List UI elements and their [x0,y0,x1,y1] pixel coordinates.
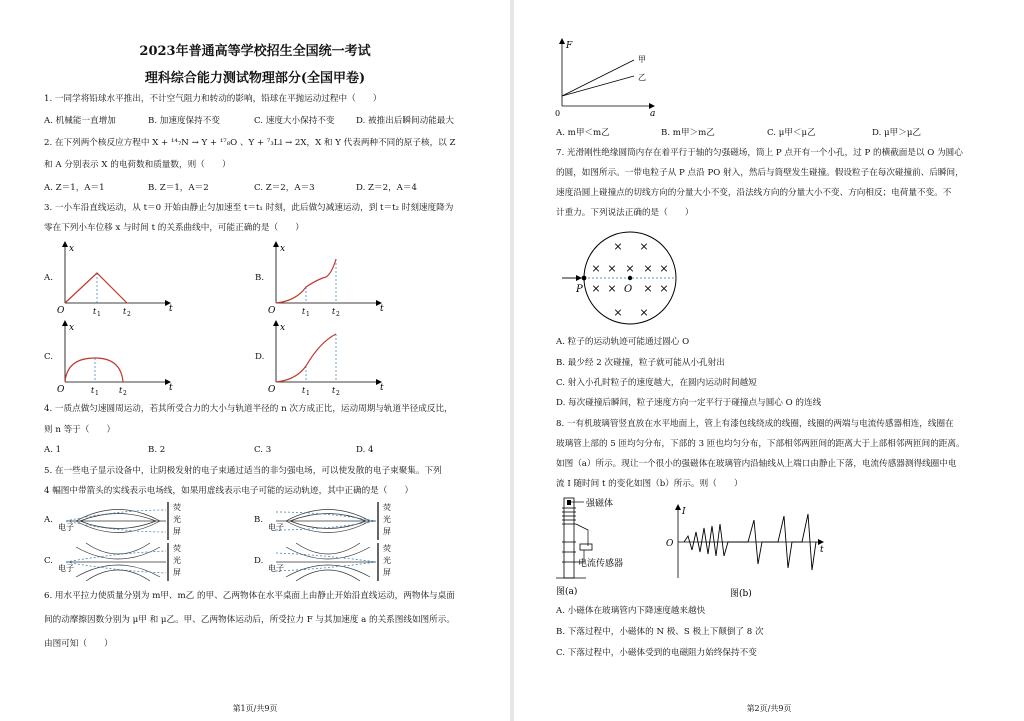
q5-stem-line1: 5. 在一些电子显示设备中，让阴极发射的电子束通过适当的非匀强电场，可以使发散的电子束聚集。下列 [44,466,442,476]
q1-option-d: D. 被推出后瞬间动能最大 [356,116,454,126]
exam-subtitle: 理科综合能力测试物理部分(全国甲卷) [144,71,366,86]
q7-option-c: C. 射入小孔时粒子的速度越大，在圆内运动时间越短 [556,378,757,388]
q3-option-c: C. [44,352,54,362]
svg-text:电子: 电子 [58,523,74,532]
svg-text:t: t [93,307,97,316]
q3-stem-line2: 零在下列小车位移 x 与时间 t 的关系曲线中，可能正确的是（ ） [44,223,304,233]
svg-text:×: × [613,306,623,319]
q7-option-a: A. 粒子的运动轨迹可能通过圆心 O [556,337,690,347]
q2-option-d: D. Z＝2，A＝4 [356,183,417,193]
svg-text:t: t [169,304,173,314]
q3-option-b: B. [255,273,265,283]
q7-option-b: B. 最少经 2 次碰撞，粒子就可能从小孔射出 [556,358,725,368]
q7-stem-line2: 的圆，如图所示。一带电粒子从 P 点沿 PO 射入，然后与筒壁发生碰撞。假设粒子在每次碰撞前、后瞬间， [556,168,964,178]
q8-option-a: A. 小磁体在玻璃管内下降速度越来越快 [556,606,706,616]
q1-option-a: A. 机械能一直增加 [44,116,116,126]
q3-graph-a [55,243,175,318]
q3-graph-d [266,322,386,397]
q2-option-b: B. Z＝1，A＝2 [148,183,209,193]
q6-option-c: C. μ甲＜μ乙 [767,128,816,138]
svg-text:×: × [591,262,601,275]
svg-text:光: 光 [173,556,181,565]
svg-text:t: t [380,304,384,314]
svg-text:t: t [332,386,336,395]
svg-text:电流传感器: 电流传感器 [578,559,624,569]
q7-stem-line4: 计重力。下列说法正确的是（ ） [556,208,694,218]
svg-text:强磁体: 强磁体 [586,499,614,509]
q7-stem-line3: 速度沿圆上碰撞点的切线方向的分量大小不变，沿法线方向的分量大小不变、方向相反；电荷量不变。不 [556,188,952,198]
svg-text:P: P [576,284,583,295]
q6-option-b: B. m甲＞m乙 [661,128,715,138]
exam-title: 2023年普通高等学校招生全国统一考试 [139,44,371,59]
q5-option-a: A. [44,515,53,525]
page-1-footer: 第1页/共9页 [232,704,278,713]
q4-stem-line2: 则 n 等于（ ） [44,425,116,435]
q4-option-b: B. 2 [148,445,166,455]
q5-stem-line2: 4 幅图中带箭头的实线表示电场线，如果用虚线表示电子可能的运动轨迹，其中正确的是（ ） [44,486,414,496]
svg-text:1: 1 [306,390,310,397]
q3-graph-b [266,243,386,318]
svg-text:2: 2 [336,311,340,318]
q7-stem-line1: 7. 光滑刚性绝缘圆筒内存在着平行于轴的匀强磁场，筒上 P 点开有一个小孔，过 P 的横截面是以 O 为圆心 [556,148,963,158]
q8-option-c: C. 下落过程中，小磁体受到的电磁阻力始终保持不变 [556,648,757,658]
svg-text:×: × [607,262,617,275]
svg-text:1: 1 [306,311,310,318]
svg-text:×: × [659,262,669,275]
q4-option-a: A. 1 [44,445,62,455]
q2-stem-line2: 和 A 分别表示 X 的电荷数和质量数，则（ ） [44,160,231,170]
svg-text:O: O [666,539,674,549]
q1-stem: 1. 一同学将铅球水平推出，不计空气阻力和转动的影响，铅球在平抛运动过程中（ ） [44,94,382,104]
q6-graph [554,38,664,119]
q5-diagram-b [266,500,401,542]
q4-option-d: D. 4 [356,445,374,455]
svg-text:甲: 甲 [638,55,646,64]
q7-option-d: D. 每次碰撞后瞬间，粒子速度方向一定平行于碰撞点与圆心 O 的连线 [556,398,822,408]
svg-text:a: a [650,109,656,119]
svg-text:O: O [57,385,65,395]
q4-option-c: C. 3 [254,445,272,455]
svg-text:t: t [119,386,123,395]
svg-text:电子: 电子 [268,564,284,573]
svg-text:2: 2 [127,311,131,318]
svg-text:屏: 屏 [383,527,391,536]
svg-text:O: O [624,284,633,295]
svg-text:×: × [643,262,653,275]
svg-text:屏: 屏 [173,527,181,536]
q6-stem-line2: 间的动摩擦因数分别为 μ甲 和 μ乙。甲、乙两物体运动后，所受拉力 F 与其加速度 a 的关系图线如图所示。 [44,615,455,625]
q8-option-b: B. 下落过程中，小磁体的 N 极、S 极上下颠倒了 8 次 [556,627,764,637]
svg-text:x: x [280,244,286,254]
svg-text:x: x [280,323,286,333]
q6-option-a: A. m甲＜m乙 [556,128,610,138]
svg-text:2: 2 [336,390,340,397]
svg-text:t: t [380,383,384,393]
page-2 [514,0,1024,721]
svg-text:t: t [169,383,173,393]
q2-option-c: C. Z＝2，A＝3 [254,183,315,193]
svg-text:t: t [302,386,306,395]
svg-text:t: t [332,307,336,316]
svg-text:t: t [820,545,824,555]
q5-option-c: C. [44,556,54,566]
svg-text:荧: 荧 [173,503,181,512]
svg-text:O: O [57,306,65,316]
svg-text:×: × [591,282,601,295]
svg-text:光: 光 [173,515,181,524]
page-1 [0,0,510,721]
q8-figure-a [554,496,644,600]
q5-diagram-c [56,541,191,583]
q6-stem-line1: 6. 用水平拉力使质量分别为 m甲、m乙 的甲、乙两物体在水平桌面上由静止开始沿直线运动，两物体与桌面 [44,591,455,601]
svg-text:×: × [639,240,649,253]
q5-diagram-d [266,541,401,583]
svg-text:乙: 乙 [638,73,646,82]
svg-text:1: 1 [97,311,101,318]
svg-text:×: × [607,282,617,295]
svg-text:2: 2 [123,390,127,397]
svg-text:屏: 屏 [173,568,181,577]
q2-stem-line1: 2. 在下列两个核反应方程中 X + ¹⁴₇N → Y + ¹⁷₈O 、Y + ⁷₃Li → 2X，X 和 Y 代表两种不同的原子核，以 Z [44,138,456,148]
q8-stem-line3: 如图（a）所示。现让一个很小的强磁体在玻璃管内沿轴线从上端口由静止下落，电流传感器测得线圈中电 [556,459,957,469]
q5-option-d: D. [254,556,264,566]
q8-stem-line1: 8. 一有机玻璃管竖直放在水平地面上，管上有漆包线绕成的线圈，线圈的两端与电流传感器相连，线圈在 [556,419,954,429]
q8-figure-b [662,506,830,600]
svg-text:O: O [268,385,276,395]
q8-stem-line2: 玻璃管上部的 5 匝均匀分布，下部的 3 匝也均匀分布，下部相邻两匝间的距离大于上部相邻两匝间的距离。 [556,439,965,449]
svg-text:1: 1 [95,390,99,397]
q5-option-b: B. [254,515,264,525]
svg-text:电子: 电子 [58,564,74,573]
svg-text:图(b): 图(b) [730,589,752,599]
svg-text:光: 光 [383,515,391,524]
q7-magnetic-field-diagram [558,230,688,330]
q1-option-b: B. 加速度保持不变 [148,116,220,126]
q8-stem-line4: 流 I 随时间 t 的变化如图（b）所示。则（ ） [556,479,743,489]
svg-text:×: × [613,240,623,253]
svg-text:×: × [625,262,635,275]
page-2-footer: 第2页/共9页 [746,704,792,713]
q6-option-d: D. μ甲＞μ乙 [872,128,921,138]
svg-text:t: t [302,307,306,316]
svg-text:×: × [643,282,653,295]
svg-text:×: × [659,282,669,295]
svg-text:图(a): 图(a) [556,587,578,597]
q1-option-c: C. 速度大小保持不变 [254,116,335,126]
svg-text:t: t [91,386,95,395]
q4-stem-line1: 4. 一质点做匀速圆周运动，若其所受合力的大小与轨道半径的 n 次方成正比，运动周期与轨道半径成反比， [44,404,453,414]
svg-text:电子: 电子 [268,523,284,532]
q3-stem-line1: 3. 一小车沿直线运动，从 t＝0 开始由静止匀加速至 t＝t₁ 时刻，此后做匀减速运动，到 t＝t₂ 时刻速度降为 [44,203,454,213]
svg-text:0: 0 [555,109,561,118]
svg-text:光: 光 [383,556,391,565]
svg-text:O: O [268,306,276,316]
q3-option-a: A. [44,273,53,283]
svg-text:I: I [682,507,686,517]
svg-text:荧: 荧 [173,544,181,553]
q3-option-d: D. [255,352,265,362]
svg-text:荧: 荧 [383,503,391,512]
svg-text:F: F [566,41,573,51]
svg-text:荧: 荧 [383,544,391,553]
svg-text:x: x [69,244,75,254]
svg-text:t: t [123,307,127,316]
svg-text:×: × [639,306,649,319]
q5-diagram-a [56,500,191,542]
svg-text:x: x [69,323,75,333]
svg-text:屏: 屏 [383,568,391,577]
q3-graph-c [55,322,175,397]
q6-stem-line3: 由图可知（ ） [44,639,113,649]
q2-option-a: A. Z＝1，A＝1 [44,183,105,193]
